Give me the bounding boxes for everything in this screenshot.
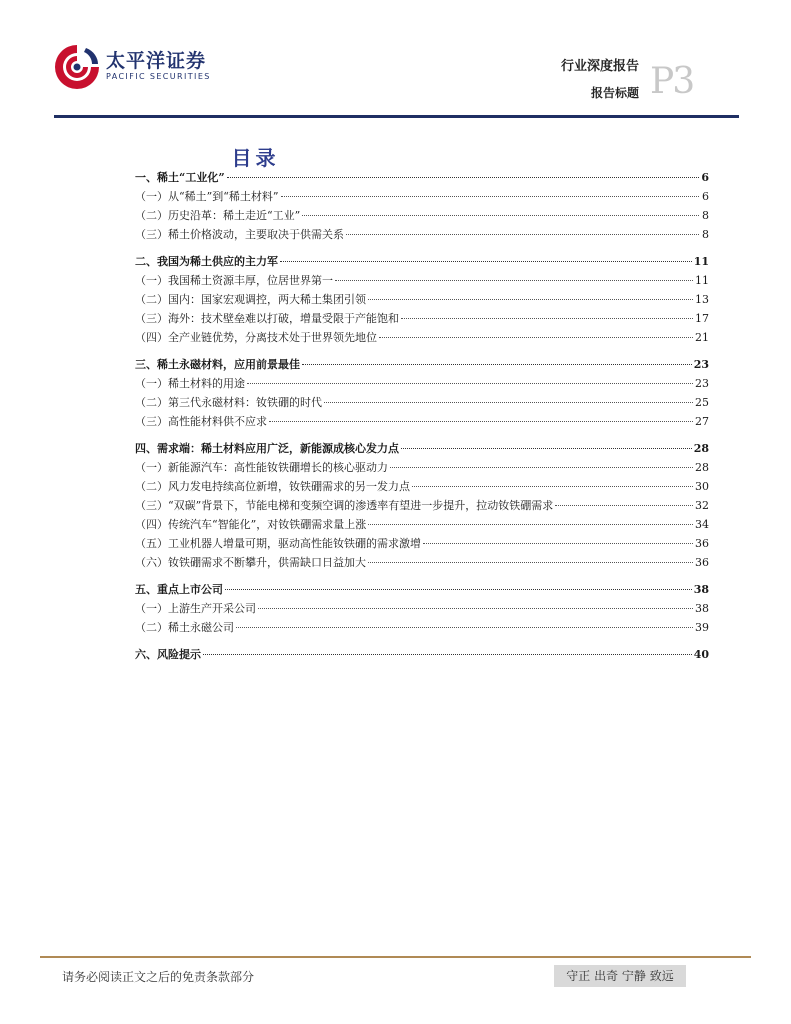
pacific-securities-logo-icon	[52, 42, 102, 92]
toc-entry-text: （四）全产业链优势，分离技术处于世界领先地位	[135, 331, 377, 344]
toc-entry-text: （二）历史沿革：稀土走近“工业”	[135, 209, 301, 222]
toc-entry-text: 三、稀土永磁材料，应用前景最佳	[135, 358, 300, 371]
toc-dot-leader	[379, 337, 693, 338]
toc-entry-text: 五、重点上市公司	[135, 583, 223, 596]
logo-english-name: PACIFIC SECURITIES	[106, 72, 211, 81]
toc-entry-text: （四）传统汽车“智能化”，对钕铁硼需求量上涨	[135, 518, 367, 531]
footer-disclaimer: 请务必阅读正文之后的免责条款部分	[62, 970, 255, 984]
report-title: 报告标题	[590, 86, 639, 100]
toc-page-number: 36	[695, 556, 709, 569]
toc-entry-text: （一）我国稀土资源丰厚，位居世界第一	[135, 274, 333, 287]
toc-dot-leader	[555, 505, 693, 506]
toc-entry-text: （三）海外：技术壁垒难以打破，增量受限于产能饱和	[135, 312, 399, 325]
table-of-contents	[135, 171, 709, 667]
toc-page-number: 23	[695, 377, 709, 390]
toc-dot-leader	[368, 299, 693, 300]
toc-dot-leader	[390, 467, 693, 468]
toc-page-number: 11	[693, 255, 709, 268]
toc-dot-leader	[269, 421, 693, 422]
toc-dot-leader	[346, 234, 699, 235]
toc-page-number: 40	[693, 648, 709, 661]
toc-page-number: 30	[695, 480, 709, 493]
toc-entry-text: （一）从“稀土”到“稀土材料”	[135, 190, 279, 203]
toc-subsection-entry[interactable]	[135, 480, 709, 494]
toc-subsection-entry[interactable]	[135, 396, 709, 410]
toc-section-entry[interactable]	[135, 442, 709, 456]
footer-divider	[40, 956, 751, 958]
toc-page-number: 11	[695, 274, 709, 287]
toc-page-number: 8	[702, 209, 709, 222]
toc-subsection-entry[interactable]	[135, 537, 709, 551]
toc-subsection-entry[interactable]	[135, 190, 709, 204]
toc-entry-text: （三）高性能材料供不应求	[135, 415, 267, 428]
toc-page-number: 27	[695, 415, 709, 428]
toc-dot-leader	[236, 627, 693, 628]
toc-page-number: 36	[695, 537, 709, 550]
toc-entry-text: （二）风力发电持续高位新增，钕铁硼需求的另一发力点	[135, 480, 410, 493]
toc-subsection-entry[interactable]	[135, 602, 709, 616]
toc-page-number: 13	[695, 293, 709, 306]
toc-entry-text: （一）新能源汽车：高性能钕铁硼增长的核心驱动力	[135, 461, 388, 474]
header-divider	[54, 115, 739, 118]
toc-entry-text: （三）“双碳”背景下，节能电梯和变频空调的渗透率有望进一步提升，拉动钕铁硼需求	[135, 499, 554, 512]
toc-subsection-entry[interactable]	[135, 518, 709, 532]
toc-page-number: 23	[693, 358, 709, 371]
toc-dot-leader	[302, 364, 692, 365]
toc-dot-leader	[423, 543, 693, 544]
toc-dot-leader	[227, 177, 699, 178]
footer-motto: 守正 出奇 宁静 致远	[554, 965, 686, 987]
toc-section-entry[interactable]	[135, 583, 709, 597]
toc-subsection-entry[interactable]	[135, 415, 709, 429]
toc-entry-text: （六）钕铁硼需求不断攀升，供需缺口日益加大	[135, 556, 366, 569]
toc-page-number: 25	[695, 396, 709, 409]
toc-subsection-entry[interactable]	[135, 556, 709, 570]
report-type: 行业深度报告	[560, 59, 639, 74]
toc-entry-text: （二）第三代永磁材料：钕铁硼的时代	[135, 396, 322, 409]
toc-page-number: 6	[701, 171, 709, 184]
toc-section-entry[interactable]	[135, 358, 709, 372]
toc-page-number: 6	[702, 190, 709, 203]
toc-page-number: 34	[695, 518, 709, 531]
toc-dot-leader	[258, 608, 693, 609]
company-logo	[52, 42, 222, 92]
toc-page-number: 39	[695, 621, 709, 634]
toc-subsection-entry[interactable]	[135, 209, 709, 223]
page-mark: P3	[650, 61, 694, 102]
toc-dot-leader	[247, 383, 693, 384]
toc-entry-text: 六、风险提示	[135, 648, 201, 661]
toc-dot-leader	[412, 486, 693, 487]
toc-entry-text: （二）国内：国家宏观调控，两大稀土集团引领	[135, 293, 366, 306]
toc-page-number: 28	[695, 461, 709, 474]
toc-dot-leader	[401, 448, 692, 449]
toc-subsection-entry[interactable]	[135, 228, 709, 242]
toc-subsection-entry[interactable]	[135, 312, 709, 326]
toc-dot-leader	[368, 562, 693, 563]
toc-page-number: 32	[695, 499, 709, 512]
toc-page-number: 17	[695, 312, 709, 325]
toc-entry-text: （一）稀土材料的用途	[135, 377, 245, 390]
logo-chinese-name: 太平洋证券	[106, 50, 207, 72]
toc-dot-leader	[368, 524, 693, 525]
toc-entry-text: （三）稀土价格波动，主要取决于供需关系	[135, 228, 344, 241]
toc-entry-text: （五）工业机器人增量可期，驱动高性能钕铁硼的需求激增	[135, 537, 421, 550]
toc-section-entry[interactable]	[135, 255, 709, 269]
toc-dot-leader	[335, 280, 693, 281]
toc-page-number: 38	[695, 602, 709, 615]
toc-entry-text: 二、我国为稀土供应的主力军	[135, 255, 278, 268]
toc-subsection-entry[interactable]	[135, 621, 709, 635]
toc-entry-text: （一）上游生产开采公司	[135, 602, 256, 615]
toc-entry-text: （二）稀土永磁公司	[135, 621, 234, 634]
toc-subsection-entry[interactable]	[135, 274, 709, 288]
toc-dot-leader	[281, 196, 700, 197]
toc-dot-leader	[401, 318, 693, 319]
toc-section-entry[interactable]	[135, 648, 709, 662]
toc-subsection-entry[interactable]	[135, 499, 709, 513]
toc-page-number: 28	[693, 442, 709, 455]
toc-subsection-entry[interactable]	[135, 293, 709, 307]
toc-dot-leader	[203, 654, 692, 655]
toc-page-number: 8	[702, 228, 709, 241]
toc-subsection-entry[interactable]	[135, 377, 709, 391]
toc-dot-leader	[302, 215, 699, 216]
toc-entry-text: 一、稀土“工业化”	[135, 171, 225, 184]
toc-page-number: 38	[693, 583, 709, 596]
toc-dot-leader	[280, 261, 692, 262]
toc-entry-text: 四、需求端：稀土材料应用广泛，新能源成核心发力点	[135, 442, 399, 455]
toc-subsection-entry[interactable]	[135, 461, 709, 475]
toc-dot-leader	[324, 402, 693, 403]
toc-dot-leader	[225, 589, 692, 590]
toc-section-entry[interactable]	[135, 171, 709, 185]
toc-subsection-entry[interactable]	[135, 331, 709, 345]
toc-title: 目录	[231, 146, 280, 170]
toc-page-number: 21	[695, 331, 709, 344]
